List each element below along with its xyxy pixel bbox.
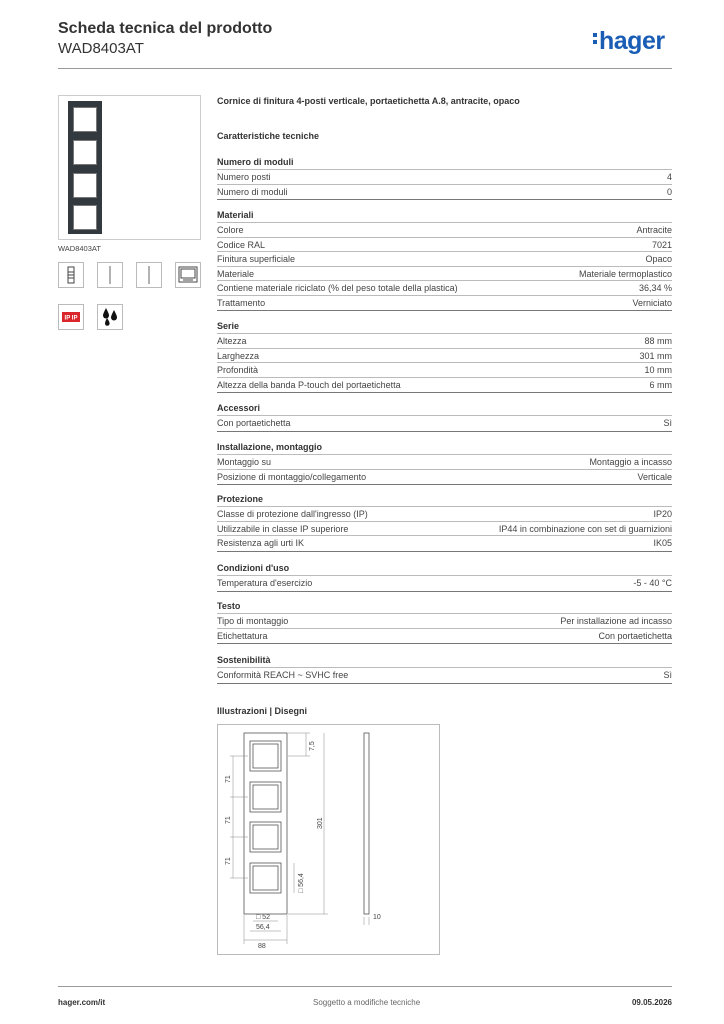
- spec-value: Verticale: [637, 471, 672, 482]
- spec-value: Sì: [663, 418, 672, 428]
- spec-row: [217, 348, 672, 362]
- footer-website[interactable]: hager.com/it: [58, 998, 106, 1007]
- spec-label: Posizione di montaggio/collegamento: [217, 471, 367, 482]
- spec-value: Opaco: [645, 254, 672, 264]
- spec-label: Materiale: [217, 268, 255, 279]
- spec-row: [217, 667, 672, 681]
- spec-label: Montaggio su: [217, 457, 272, 467]
- water-drops-icon: [97, 304, 123, 330]
- footer-divider: [58, 986, 672, 987]
- spec-label: Numero di moduli: [217, 186, 288, 197]
- spec-value: 6 mm: [649, 379, 672, 390]
- spec-section-title: Accessori: [217, 403, 261, 413]
- spec-value: IP20: [653, 509, 672, 519]
- spec-value: 7021: [651, 239, 672, 250]
- spec-row: [217, 613, 672, 627]
- spec-section-title: Installazione, montaggio: [217, 442, 323, 452]
- spec-label: Trattamento: [217, 297, 266, 308]
- spec-row: [217, 295, 672, 309]
- svg-text:56,4: 56,4: [256, 924, 270, 931]
- spec-section-divider: [217, 484, 672, 485]
- spec-label: Finitura superficiale: [217, 254, 296, 264]
- spec-section-divider: [217, 551, 672, 552]
- spec-row: [217, 535, 672, 549]
- spec-section-divider: [217, 310, 672, 311]
- spec-label: Temperatura d'esercizio: [217, 578, 313, 588]
- spec-section-title: Testo: [217, 601, 241, 611]
- spec-label: Larghezza: [217, 350, 260, 361]
- vertical-modules-icon: [58, 262, 84, 288]
- spec-row: [217, 222, 672, 236]
- spec-section-divider: [217, 643, 672, 644]
- spec-section-title: Condizioni d'uso: [217, 563, 290, 573]
- spec-row: [217, 628, 672, 642]
- spec-section-title: Sostenibilità: [217, 655, 271, 665]
- spec-value: 301 mm: [639, 350, 672, 361]
- spec-row: [217, 251, 672, 265]
- spec-value: 88 mm: [644, 336, 672, 346]
- product-image-caption: WAD8403AT: [58, 244, 101, 253]
- spec-label: Classe di protezione dall'ingresso (IP): [217, 509, 368, 519]
- spec-section-title: Numero di moduli: [217, 157, 294, 167]
- product-code: WAD8403AT: [58, 40, 144, 57]
- spec-label: Numero posti: [217, 172, 271, 182]
- line-icon: [136, 262, 162, 288]
- spec-section-title: Serie: [217, 321, 240, 331]
- svg-text:71: 71: [225, 816, 232, 824]
- svg-text:301: 301: [317, 817, 324, 829]
- frame-illustration: [68, 101, 102, 234]
- spec-label: Con portaetichetta: [217, 418, 291, 428]
- spec-label: Tipo di montaggio: [217, 616, 289, 626]
- spec-label: Altezza della banda P-touch del portaetichetta: [217, 379, 401, 390]
- spec-label: Resistenza agli urti IK: [217, 538, 305, 548]
- spec-value: Montaggio a incasso: [589, 457, 672, 467]
- svg-text:□ 56,4: □ 56,4: [298, 873, 305, 893]
- page-title: Scheda tecnica del prodotto: [58, 20, 273, 37]
- header-divider: [58, 68, 672, 69]
- drawings-title: Illustrazioni | Disegni: [217, 706, 308, 716]
- svg-text:□ 52: □ 52: [256, 914, 270, 921]
- spec-section-divider: [217, 591, 672, 592]
- spec-row: [217, 362, 672, 376]
- spec-value: IP44 in combinazione con set di guarnizioni: [498, 523, 672, 534]
- spec-value: Con portaetichetta: [598, 630, 672, 641]
- footer-date: 09.05.2026: [631, 998, 672, 1007]
- spec-row: [217, 415, 672, 429]
- spec-value: IK05: [653, 538, 672, 548]
- spec-row: [217, 575, 672, 589]
- spec-label: Profondità: [217, 365, 259, 375]
- spec-label: Utilizzabile in classe IP superiore: [217, 523, 349, 534]
- spec-section-divider: [217, 683, 672, 684]
- line-icon: [97, 262, 123, 288]
- spec-section-divider: [217, 392, 672, 393]
- svg-text:71: 71: [225, 857, 232, 865]
- svg-text:7,5: 7,5: [309, 741, 316, 751]
- spec-section-divider: [217, 431, 672, 432]
- spec-section-title: Materiali: [217, 210, 254, 220]
- spec-row: [217, 237, 672, 251]
- spec-label: Altezza: [217, 336, 247, 346]
- spec-section-divider: [217, 199, 672, 200]
- spec-row: [217, 506, 672, 520]
- spec-value: Sì: [663, 670, 672, 680]
- svg-text:10: 10: [373, 914, 381, 921]
- spec-row: [217, 454, 672, 468]
- svg-text:71: 71: [225, 775, 232, 783]
- svg-text:88: 88: [258, 943, 266, 950]
- spec-row: [217, 333, 672, 347]
- spec-row: [217, 184, 672, 198]
- spec-label: Codice RAL: [217, 239, 266, 250]
- spec-value: Antracite: [636, 225, 672, 235]
- spec-value: 0: [666, 186, 672, 197]
- spec-label: Colore: [217, 225, 244, 235]
- hager-logo[interactable]: hager: [593, 27, 665, 56]
- spec-value: 4: [666, 172, 672, 182]
- spec-row: [217, 280, 672, 294]
- spec-value: 36,34 %: [638, 283, 672, 293]
- spec-label: Etichettatura: [217, 630, 268, 641]
- spec-value: Materiale termoplastico: [578, 268, 672, 279]
- spec-label: Contiene materiale riciclato (% del peso totale della plastica): [217, 283, 458, 293]
- technical-drawing: [217, 724, 440, 955]
- spec-value: -5 - 40 °C: [633, 578, 672, 588]
- spec-section-title: Protezione: [217, 494, 264, 504]
- spec-row: [217, 377, 672, 391]
- product-description: Cornice di finitura 4-posti verticale, portaetichetta A.8, antracite, opaco: [217, 96, 520, 106]
- label-holder-icon: [175, 262, 201, 288]
- spec-label: Conformità REACH ~ SVHC free: [217, 670, 349, 680]
- spec-value: Per installazione ad incasso: [560, 616, 672, 626]
- spec-row: [217, 521, 672, 535]
- spec-value: 10 mm: [644, 365, 672, 375]
- spec-value: Verniciato: [632, 297, 672, 308]
- svg-text:IP IP: IP IP: [64, 315, 78, 322]
- spec-row: [217, 169, 672, 183]
- product-image: [58, 95, 201, 240]
- spec-row: [217, 469, 672, 483]
- specs-heading: Caratteristiche tecniche: [217, 131, 320, 141]
- spec-row: [217, 266, 672, 280]
- ip-badge-icon: [58, 304, 84, 330]
- footer-note: Soggetto a modifiche tecniche: [313, 998, 421, 1007]
